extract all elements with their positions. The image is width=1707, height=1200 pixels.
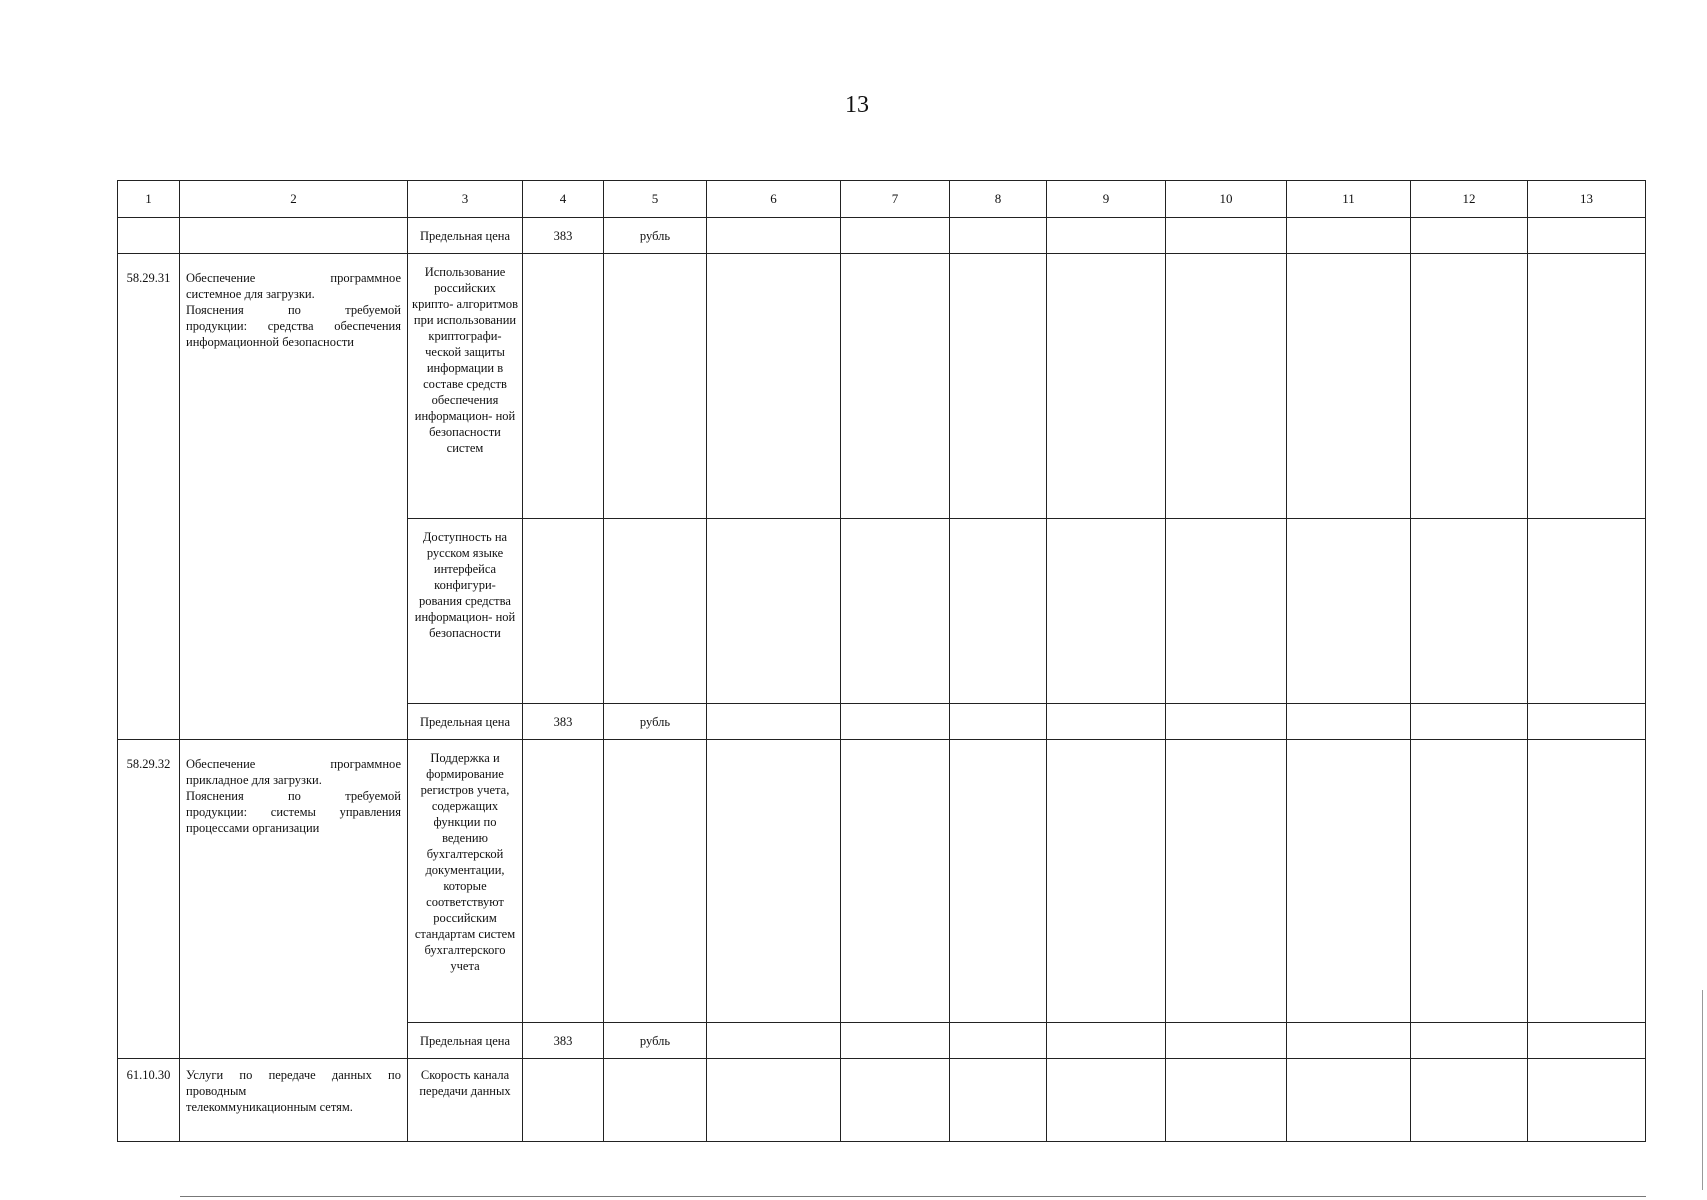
empty-cell: [841, 1023, 950, 1059]
header-cell: 11: [1287, 181, 1411, 218]
table-row: [118, 254, 1646, 519]
header-cell: 8: [950, 181, 1047, 218]
empty-cell: [950, 1023, 1047, 1059]
unit-name: рубль: [604, 1023, 707, 1059]
okpd-code: 58.29.31: [118, 254, 180, 740]
price-row: [118, 218, 1646, 254]
empty-cell: [604, 519, 707, 704]
description-line: процессами организации: [186, 821, 320, 835]
description-line: проводным: [186, 1084, 247, 1098]
empty-cell: [1287, 218, 1411, 254]
empty-cell: [1287, 1059, 1411, 1142]
empty-cell: [841, 519, 950, 704]
product-description: [180, 254, 408, 740]
description-line: продукции: средства обеспечения: [186, 319, 401, 333]
empty-cell: [1047, 218, 1166, 254]
description-line: информационной безопасности: [186, 335, 354, 349]
header-cell: 13: [1528, 181, 1646, 218]
empty-cell: [841, 1059, 950, 1142]
empty-cell: [841, 704, 950, 740]
description-line: Пояснения по требуемой: [186, 789, 401, 803]
description-line: Услуги по передаче данных по: [186, 1068, 401, 1082]
header-cell: 5: [604, 181, 707, 218]
empty-cell: [950, 254, 1047, 519]
header-cell: 1: [118, 181, 180, 218]
empty-cell: [1166, 1023, 1287, 1059]
empty-cell: [1528, 519, 1646, 704]
empty-cell: [1411, 218, 1528, 254]
header-cell: 2: [180, 181, 408, 218]
empty-cell: [1528, 218, 1646, 254]
header-row: [118, 181, 1646, 218]
empty-cell: [1528, 1023, 1646, 1059]
empty-cell: [950, 218, 1047, 254]
description-line: Пояснения по требуемой: [186, 303, 401, 317]
okei-code: 383: [523, 218, 604, 254]
empty-cell: [707, 704, 841, 740]
empty-cell: [841, 254, 950, 519]
empty-cell: [1166, 740, 1287, 1023]
empty-cell: [707, 254, 841, 519]
empty-cell: [1047, 519, 1166, 704]
empty-cell: [1411, 740, 1528, 1023]
characteristic-name: Использование российских крипто- алгоритмов при использовании криптографи- ческой защиты информации в составе средств обеспечения информацион- ной безопасности систем: [408, 254, 523, 519]
empty-cell: [1166, 704, 1287, 740]
unit-name: рубль: [604, 218, 707, 254]
empty-cell: [707, 1023, 841, 1059]
description-line: прикладное для загрузки.: [186, 773, 322, 787]
okpd-code: 58.29.32: [118, 740, 180, 1059]
unit-name: рубль: [604, 704, 707, 740]
page-number: 13: [845, 92, 869, 118]
header-cell: 10: [1166, 181, 1287, 218]
empty-cell: [1166, 218, 1287, 254]
empty-cell: [1411, 1059, 1528, 1142]
empty-cell: [707, 519, 841, 704]
characteristic-name: Скорость канала передачи данных: [408, 1059, 523, 1142]
header-cell: 4: [523, 181, 604, 218]
empty-cell: [523, 254, 604, 519]
empty-cell: [1528, 254, 1646, 519]
empty-cell: [1047, 704, 1166, 740]
header-cell: 12: [1411, 181, 1528, 218]
characteristic-name: Поддержка и формирование регистров учета, содержащих функции по ведению бухгалтерской документации, которые соответствуют российским стандартам систем бухгалтерского учета: [408, 740, 523, 1023]
table-row: [118, 1059, 1646, 1142]
description-line: продукции: системы управления: [186, 805, 401, 819]
empty-cell: [1287, 254, 1411, 519]
description-line: Обеспечение программное: [186, 271, 401, 285]
characteristic-name: Доступность на русском языке интерфейса конфигури- рования средства информацион- ной безопасности: [408, 519, 523, 704]
empty-cell: [950, 519, 1047, 704]
empty-cell: [1047, 740, 1166, 1023]
empty-cell: [1287, 1023, 1411, 1059]
empty-cell: [1287, 740, 1411, 1023]
empty-cell: [1411, 254, 1528, 519]
price-label: Предельная цена: [408, 704, 523, 740]
okei-code: 383: [523, 1023, 604, 1059]
empty-cell: [1528, 704, 1646, 740]
okei-code: 383: [523, 704, 604, 740]
empty-cell: [1287, 519, 1411, 704]
scan-bottom-rule: [180, 1196, 1646, 1197]
product-description: [180, 740, 408, 1059]
empty-cell: [707, 218, 841, 254]
empty-cell: [841, 740, 950, 1023]
price-label: Предельная цена: [408, 1023, 523, 1059]
empty-cell: [523, 740, 604, 1023]
empty-cell: [707, 1059, 841, 1142]
empty-cell: [950, 704, 1047, 740]
empty-cell: [1528, 740, 1646, 1023]
empty-cell: [180, 218, 408, 254]
empty-cell: [1411, 519, 1528, 704]
empty-cell: [604, 740, 707, 1023]
empty-cell: [523, 519, 604, 704]
empty-cell: [1047, 1023, 1166, 1059]
empty-cell: [604, 1059, 707, 1142]
description-line: Обеспечение программное: [186, 757, 401, 771]
table-row: [118, 740, 1646, 1023]
empty-cell: [1047, 254, 1166, 519]
empty-cell: [1528, 1059, 1646, 1142]
empty-cell: [1166, 519, 1287, 704]
empty-cell: [950, 740, 1047, 1023]
header-cell: 9: [1047, 181, 1166, 218]
scan-page-edge: [1702, 990, 1703, 1190]
empty-cell: [1047, 1059, 1166, 1142]
empty-cell: [841, 218, 950, 254]
empty-cell: [950, 1059, 1047, 1142]
requirements-table: [117, 180, 1646, 1142]
empty-cell: [707, 740, 841, 1023]
header-cell: 7: [841, 181, 950, 218]
price-label: Предельная цена: [408, 218, 523, 254]
empty-cell: [1411, 704, 1528, 740]
empty-cell: [604, 254, 707, 519]
product-description: [180, 1059, 408, 1142]
empty-cell: [1166, 254, 1287, 519]
description-line: телекоммуникационным сетям.: [186, 1100, 353, 1114]
header-cell: 6: [707, 181, 841, 218]
empty-cell: [1411, 1023, 1528, 1059]
header-cell: 3: [408, 181, 523, 218]
empty-cell: [118, 218, 180, 254]
empty-cell: [1166, 1059, 1287, 1142]
okpd-code: 61.10.30: [118, 1059, 180, 1142]
empty-cell: [1287, 704, 1411, 740]
empty-cell: [523, 1059, 604, 1142]
description-line: системное для загрузки.: [186, 287, 315, 301]
